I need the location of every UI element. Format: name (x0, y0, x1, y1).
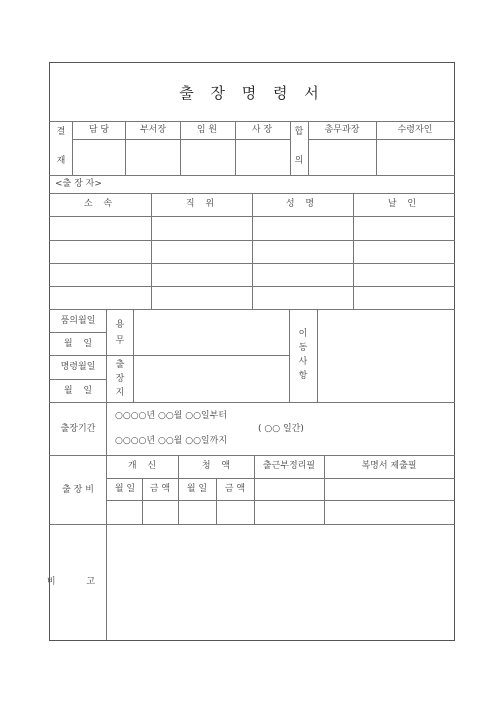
expense-advance-amount: 금 액 (149, 484, 171, 494)
divider (324, 455, 325, 524)
remarks-label: 비 고 (46, 577, 110, 587)
divider (49, 309, 455, 310)
divider (254, 455, 255, 524)
divider (125, 121, 126, 175)
approval-col-manager: 담 당 (88, 125, 110, 135)
divider (178, 455, 179, 524)
period-days: ( ○○ 일간) (258, 424, 304, 434)
divider (353, 193, 354, 309)
order-date-label: 명령월일 (60, 362, 96, 372)
approval-col-executive: 임 원 (196, 125, 218, 135)
approval-label-bottom: 재 (56, 156, 66, 166)
divider (133, 309, 134, 402)
divider (49, 175, 455, 176)
movement-char: 이 (298, 329, 308, 339)
form-title: 출 장 명 령 서 (179, 84, 325, 102)
divider (106, 478, 455, 479)
destination-char: 지 (115, 388, 125, 398)
approval-label-top: 결 (56, 127, 66, 137)
divider (106, 309, 107, 640)
expense-dept-confirm-header: 출근부정리필 (262, 461, 316, 471)
traveler-header-department: 소 속 (83, 199, 117, 209)
divider (308, 121, 309, 175)
divider (180, 121, 181, 175)
traveler-header-name: 성 명 (285, 199, 319, 209)
expense-advance-date: 월 일 (114, 484, 136, 494)
traveler-section-label: <출 장 자> (55, 179, 102, 189)
divider (49, 524, 455, 525)
divider (290, 121, 291, 175)
approval-col-dept-head: 부서장 (139, 125, 167, 135)
traveler-header-position: 직 위 (185, 199, 219, 209)
movement-char: 항 (298, 371, 308, 381)
divider (376, 121, 377, 175)
period-to: ○○○○년 ○○월 ○○일까지 (115, 436, 228, 446)
expense-settle-amount: 금 액 (224, 484, 246, 494)
divider (142, 478, 143, 524)
expense-advance-header: 개 신 (127, 461, 161, 471)
consult-label-top: 합 (294, 127, 304, 137)
period-from: ○○○○년 ○○월 ○○일부터 (115, 411, 228, 421)
divider (49, 379, 106, 380)
movement-char: 사 (298, 357, 308, 367)
consult-col-general-affairs: 총무과장 (324, 125, 360, 135)
consult-col-recipient: 수령자인 (397, 125, 433, 135)
divider (49, 402, 455, 403)
proposal-date-label: 품의월일 (60, 316, 96, 326)
purpose-char: 무 (115, 336, 125, 346)
divider (49, 355, 289, 356)
traveler-header-seal: 날 인 (387, 199, 421, 209)
expense-label: 출 장 비 (62, 485, 94, 495)
approval-col-president: 사 장 (251, 125, 273, 135)
order-month-day: 월 일 (63, 386, 97, 396)
divider (106, 500, 455, 501)
divider (72, 139, 290, 140)
proposal-month-day: 월 일 (63, 339, 97, 349)
divider (72, 121, 73, 175)
consult-label-bottom: 의 (294, 156, 304, 166)
divider (151, 193, 152, 309)
divider (216, 478, 217, 524)
divider (317, 309, 318, 402)
divider (252, 193, 253, 309)
expense-report-header: 복명서 제출필 (361, 461, 417, 471)
purpose-char: 용 (115, 320, 125, 330)
divider (235, 121, 236, 175)
divider (289, 309, 290, 402)
destination-char: 장 (115, 374, 125, 384)
expense-settle-date: 월 일 (186, 484, 208, 494)
expense-settle-header: 청 액 (201, 461, 235, 471)
divider (49, 455, 455, 456)
divider (308, 139, 455, 140)
destination-char: 출 (115, 360, 125, 370)
divider (49, 332, 106, 333)
form-frame (46, 62, 455, 641)
movement-char: 동 (298, 343, 308, 353)
divider (49, 121, 455, 122)
period-label: 출장기간 (60, 424, 96, 434)
